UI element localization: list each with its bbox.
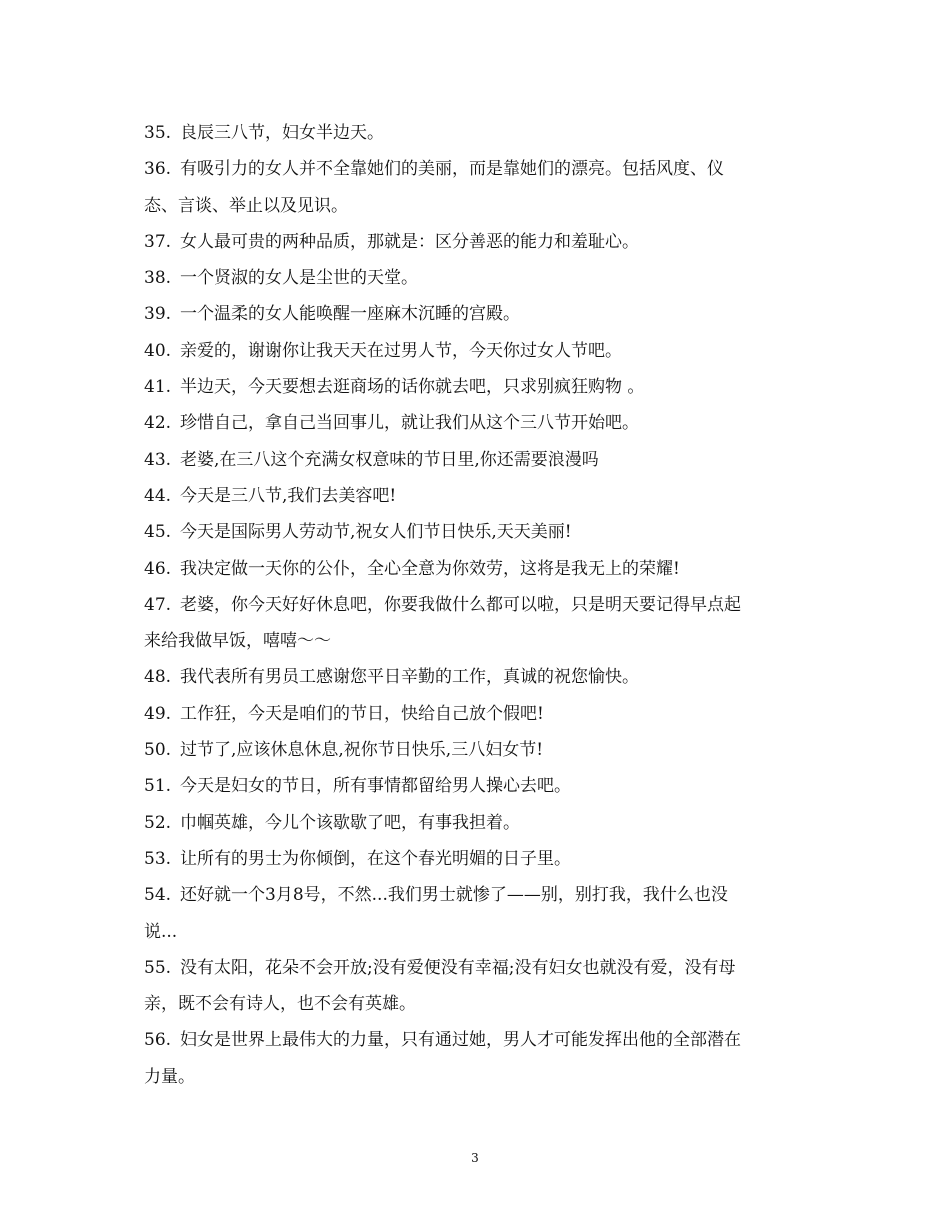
list-item xyxy=(144,115,808,151)
item-number: 41. xyxy=(144,377,172,398)
item-number: 39. xyxy=(144,304,172,325)
item-text: 良辰三八节，妇女半边天。 xyxy=(180,123,384,143)
item-text: 我代表所有男员工感谢您平日辛勤的工作，真诚的祝您愉快。 xyxy=(180,667,639,688)
item-text: 没有太阳，花朵不会开放;没有爱便没有幸福;没有妇女也就没有爱，没有母 xyxy=(180,957,736,978)
item-text: 半边天，今天要想去逛商场的话你就去吧，只求别疯狂购物 。 xyxy=(180,377,645,398)
item-number: 49. xyxy=(144,703,172,724)
item-text: 还好就一个3月8号，不然...我们男士就惨了——别，别打我，我什么也没 xyxy=(180,885,728,906)
item-text: 亲，既不会有诗人，也不会有英雄。 xyxy=(144,994,416,1015)
list-item xyxy=(144,768,808,804)
item-number: 42. xyxy=(144,413,172,434)
item-number: 52. xyxy=(144,812,172,833)
item-number: 36. xyxy=(144,159,172,180)
list-item xyxy=(144,551,808,587)
item-text: 来给我做早饭，嘻嘻～～ xyxy=(144,631,331,652)
list-item xyxy=(144,151,808,187)
item-number: 51. xyxy=(144,776,172,797)
document-body xyxy=(144,115,808,1095)
item-number: 38. xyxy=(144,268,172,289)
item-number: 46. xyxy=(144,558,172,579)
item-text: 我决定做一天你的公仆，全心全意为你效劳，这将是我无上的荣耀! xyxy=(180,558,680,579)
list-item xyxy=(144,587,808,623)
item-text: 说... xyxy=(144,921,178,942)
page-number: 3 xyxy=(471,1151,479,1165)
item-text: 女人最可贵的两种品质，那就是：区分善恶的能力和羞耻心。 xyxy=(180,231,639,252)
list-item xyxy=(144,732,808,768)
item-text: 妇女是世界上最伟大的力量，只有通过她，男人才可能发挥出他的全部潜在 xyxy=(180,1030,741,1051)
list-item xyxy=(144,1022,808,1058)
list-item xyxy=(144,877,808,913)
list-item-continuation xyxy=(144,1059,808,1095)
item-number: 43. xyxy=(144,449,172,470)
list-item xyxy=(144,841,808,877)
list-item-continuation xyxy=(144,623,808,659)
item-text: 老婆，你今天好好休息吧，你要我做什么都可以啦，只是明天要记得早点起 xyxy=(180,594,741,615)
item-text: 工作狂，今天是咱们的节日，快给自己放个假吧! xyxy=(180,703,544,724)
item-number: 56. xyxy=(144,1030,172,1051)
item-text: 亲爱的，谢谢你让我天天在过男人节，今天你过女人节吧。 xyxy=(180,340,622,361)
list-item xyxy=(144,514,808,550)
item-number: 47. xyxy=(144,594,172,615)
item-text: 老婆,在三八这个充满女权意味的节日里,你还需要浪漫吗 xyxy=(180,449,599,470)
item-text: 今天是国际男人劳动节,祝女人们节日快乐,天天美丽! xyxy=(180,522,572,543)
item-text: 巾帼英雄，今儿个该歇歇了吧，有事我担着。 xyxy=(180,812,520,833)
list-item xyxy=(144,405,808,441)
item-number: 45. xyxy=(144,522,172,543)
list-item xyxy=(144,333,808,369)
item-text: 一个温柔的女人能唤醒一座麻木沉睡的宫殿。 xyxy=(180,304,520,325)
item-text: 珍惜自己，拿自己当回事儿，就让我们从这个三八节开始吧。 xyxy=(180,413,639,434)
item-number: 48. xyxy=(144,667,172,688)
list-item xyxy=(144,805,808,841)
item-text: 今天是妇女的节日，所有事情都留给男人操心去吧。 xyxy=(180,776,571,797)
list-item-continuation xyxy=(144,986,808,1022)
list-item-continuation xyxy=(144,914,808,950)
item-text: 让所有的男士为你倾倒，在这个春光明媚的日子里。 xyxy=(180,848,571,869)
list-item xyxy=(144,296,808,332)
list-item xyxy=(144,696,808,732)
item-number: 55. xyxy=(144,957,172,978)
list-item xyxy=(144,369,808,405)
item-number: 50. xyxy=(144,740,172,761)
item-number: 40. xyxy=(144,340,172,361)
item-text: 有吸引力的女人并不全靠她们的美丽，而是靠她们的漂亮。包括风度、仪 xyxy=(180,159,724,180)
list-item-continuation xyxy=(144,188,808,224)
list-item xyxy=(144,260,808,296)
item-text: 过节了,应该休息休息,祝你节日快乐,三八妇女节! xyxy=(180,740,544,761)
item-text: 今天是三八节,我们去美容吧! xyxy=(180,485,397,506)
item-text: 力量。 xyxy=(144,1066,195,1087)
item-number: 53. xyxy=(144,848,172,869)
list-item xyxy=(144,950,808,986)
item-number: 44. xyxy=(144,485,172,506)
item-text: 态、言谈、举止以及见识。 xyxy=(144,195,348,216)
item-text: 一个贤淑的女人是尘世的天堂。 xyxy=(180,268,418,289)
item-number: 54. xyxy=(144,885,172,906)
list-item xyxy=(144,659,808,695)
list-item xyxy=(144,478,808,514)
item-number: 35. xyxy=(144,123,172,143)
item-number: 37. xyxy=(144,231,172,252)
list-item xyxy=(144,442,808,478)
list-item xyxy=(144,224,808,260)
